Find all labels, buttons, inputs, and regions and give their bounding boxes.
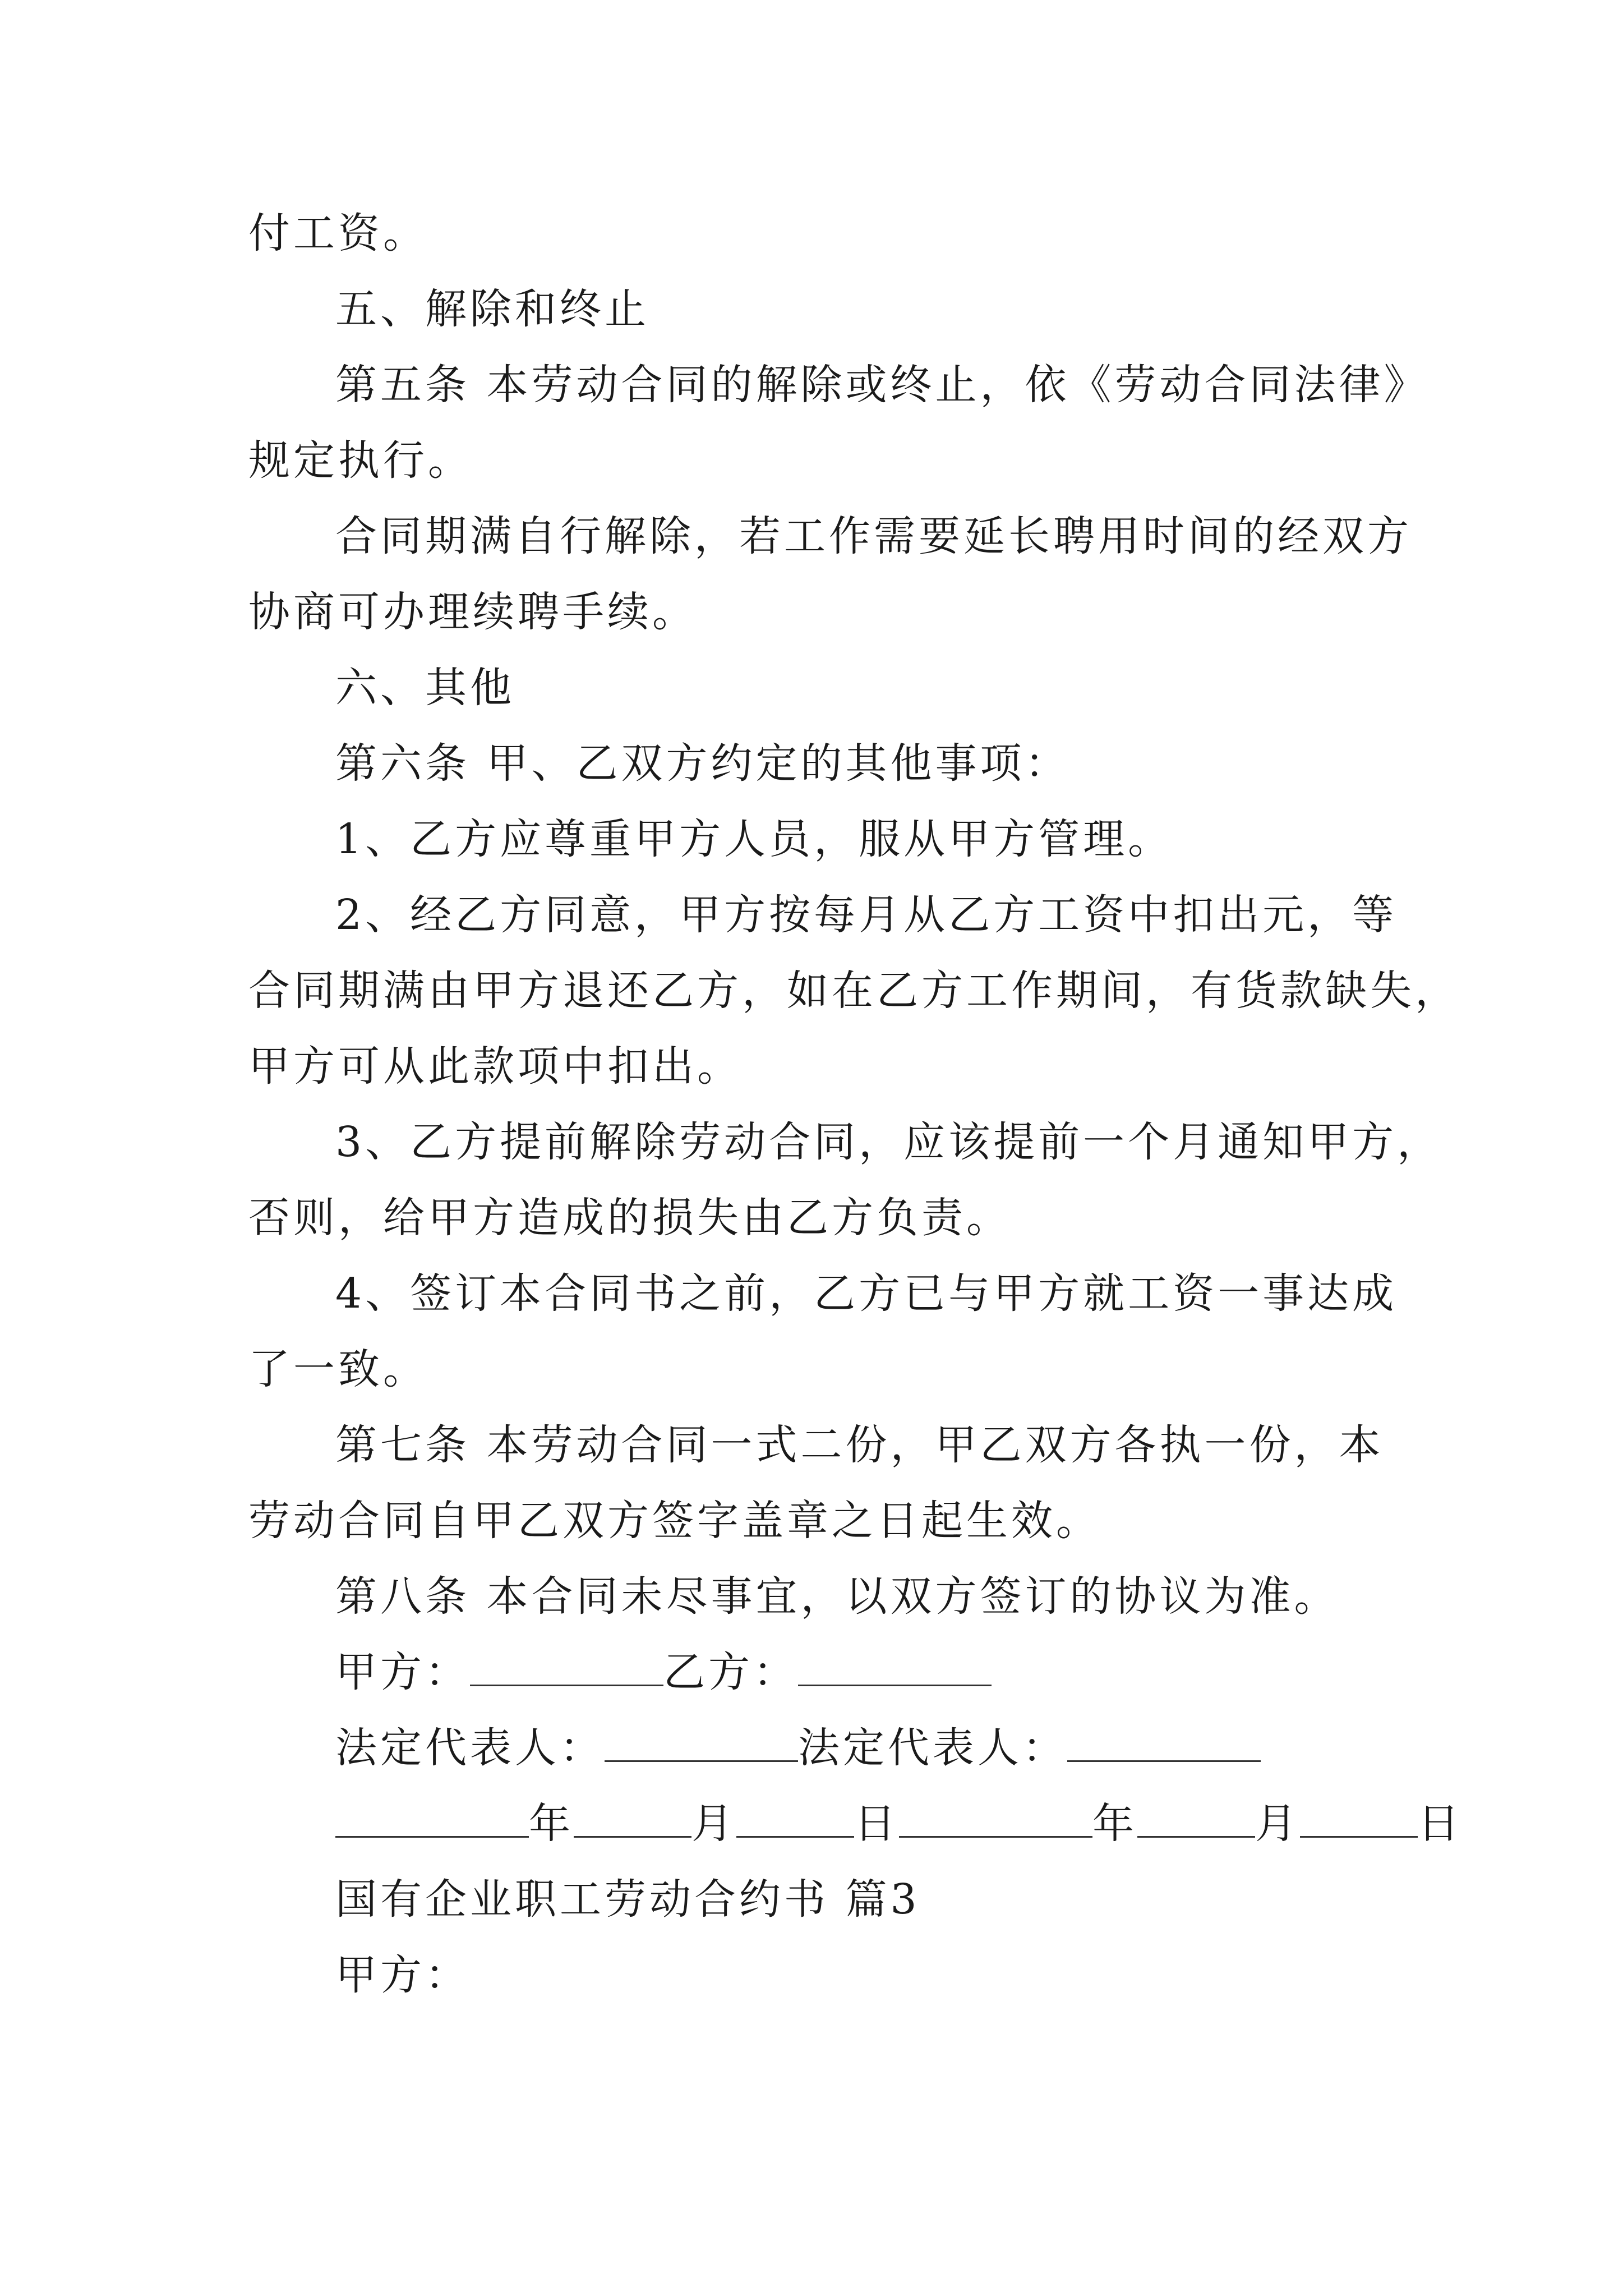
next-party-a-label: 甲方： [335, 1951, 470, 1999]
year-a-label: 年 [529, 1800, 574, 1848]
month-a-blank [574, 1797, 691, 1838]
text-line: 劳动合同自甲乙双方签字盖章之日起生效。 [248, 1497, 1101, 1545]
next-contract-title: 国有企业职工劳动合约书 篇3 [335, 1875, 920, 1924]
rep-b-blank [1067, 1721, 1261, 1762]
day-b-label: 日 [1418, 1800, 1463, 1848]
day-a-blank [736, 1797, 854, 1838]
text-line: 4、签订本合同书之前，乙方已与甲方就工资一事达成 [335, 1269, 1398, 1318]
party-a-label: 甲方： [335, 1648, 470, 1696]
text-line: 甲方可从此款项中扣出。 [248, 1042, 742, 1091]
text-line: 合同期满由甲方退还乙方，如在乙方工作期间，有货款缺失， [248, 967, 1460, 1015]
text-line: 2、经乙方同意，甲方按每月从乙方工资中扣出元，等 [335, 891, 1398, 939]
text-line: 否则，给甲方造成的损失由乙方负责。 [248, 1194, 1011, 1242]
party-b-label: 乙方： [663, 1648, 798, 1696]
signature-representatives-row [335, 1720, 1261, 1776]
text-line: 第五条 本劳动合同的解除或终止，依《劳动合同法律》 [335, 361, 1429, 409]
signature-date-row [335, 1796, 1463, 1852]
party-b-blank [798, 1645, 992, 1686]
text-line: 3、乙方提前解除劳动合同，应该提前一个月通知甲方， [335, 1118, 1442, 1166]
text-line: 协商可办理续聘手续。 [248, 588, 697, 636]
month-a-label: 月 [691, 1800, 736, 1848]
text-line: 了一致。 [248, 1345, 428, 1393]
text-line: 合同期满自行解除，若工作需要延长聘用时间的经双方 [335, 512, 1412, 560]
text-line: 第六条 甲、乙双方约定的其他事项： [335, 739, 1070, 788]
rep-a-label: 法定代表人： [335, 1724, 605, 1772]
text-line: 付工资。 [248, 209, 428, 257]
year-b-blank [899, 1797, 1092, 1838]
text-line: 规定执行。 [248, 436, 473, 485]
month-b-blank [1137, 1797, 1255, 1838]
day-a-label: 日 [854, 1800, 899, 1848]
year-b-label: 年 [1092, 1800, 1137, 1848]
party-a-blank [470, 1645, 663, 1686]
year-a-blank [335, 1797, 529, 1838]
text-line: 第八条 本合同未尽事宜，以双方签订的协议为准。 [335, 1572, 1339, 1621]
month-b-label: 月 [1255, 1800, 1300, 1848]
section-heading: 五、解除和终止 [335, 285, 649, 333]
day-b-blank [1300, 1797, 1418, 1838]
text-line: 第七条 本劳动合同一式二份，甲乙双方各执一份，本 [335, 1421, 1384, 1469]
section-heading: 六、其他 [335, 664, 515, 712]
text-line: 1、乙方应尊重甲方人员，服从甲方管理。 [335, 815, 1173, 863]
rep-b-label: 法定代表人： [798, 1724, 1067, 1772]
rep-a-blank [605, 1721, 798, 1762]
signature-parties-row [335, 1644, 992, 1700]
